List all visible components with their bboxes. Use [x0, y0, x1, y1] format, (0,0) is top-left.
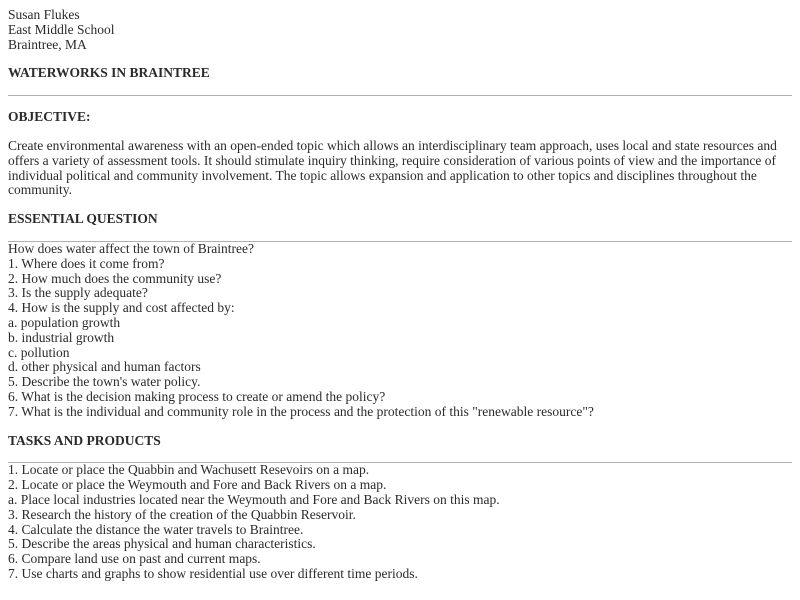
- question-subitem: d. other physical and human factors: [8, 359, 201, 375]
- author-block: [8, 8, 792, 52]
- objective-paragraph: Create environmental awareness with an open-ended topic which allows an interdisciplinary team approach, uses local and state resources and offers a variety of assessment tools. It should stimulate inquiry thinking, require consideration of various points of view and the importance of individual political and community involvement. The topic allows expansion and application to other topics and disciplines throughout the community.: [8, 137, 777, 198]
- question-item: 2. How much does the community use?: [8, 270, 222, 286]
- question-item: 4. How is the supply and cost affected by:: [8, 300, 235, 316]
- task-item: 5. Describe the areas physical and human characteristics.: [8, 536, 316, 552]
- question-subitem: a. population growth: [8, 314, 121, 330]
- question-subitem: b. industrial growth: [8, 329, 115, 345]
- task-item: 7. Use charts and graphs to show residential use over different time periods.: [8, 565, 418, 581]
- task-item: 4. Calculate the distance the water travels to Braintree.: [8, 521, 304, 537]
- question-item: 6. What is the decision making process to create or amend the policy?: [8, 388, 386, 404]
- essential-question-intro: How does water affect the town of Braintree?: [8, 240, 255, 256]
- question-subitem: c. pollution: [8, 344, 70, 360]
- essential-question-heading: ESSENTIAL QUESTION: [8, 211, 158, 227]
- author-school: East Middle School: [8, 21, 115, 37]
- tasks-heading: TASKS AND PRODUCTS: [8, 432, 161, 448]
- section-divider: [8, 95, 792, 96]
- essential-question-list: [8, 242, 792, 420]
- question-item: 7. What is the individual and community role in the process and the protection of this "renewable resource"?: [8, 403, 594, 419]
- document-title: WATERWORKS IN BRAINTREE: [8, 65, 210, 81]
- question-item: 3. Is the supply adequate?: [8, 285, 148, 301]
- objective-heading: OBJECTIVE:: [8, 109, 91, 125]
- task-item: 3. Research the history of the creation of the Quabbin Reservoir.: [8, 506, 356, 522]
- task-item: 2. Locate or place the Weymouth and Fore and Back Rivers on a map.: [8, 477, 387, 493]
- author-location: Braintree, MA: [8, 36, 87, 52]
- task-item: 6. Compare land use on past and current maps.: [8, 551, 261, 567]
- tasks-list: [8, 463, 792, 581]
- task-subitem: a. Place local industries located near the Weymouth and Fore and Back Rivers on this map.: [8, 491, 500, 507]
- author-name: Susan Flukes: [8, 7, 80, 22]
- question-item: 1. Where does it come from?: [8, 255, 165, 271]
- task-item: 1. Locate or place the Quabbin and Wachusett Resevoirs on a map.: [8, 462, 370, 478]
- question-item: 5. Describe the town's water policy.: [8, 374, 201, 390]
